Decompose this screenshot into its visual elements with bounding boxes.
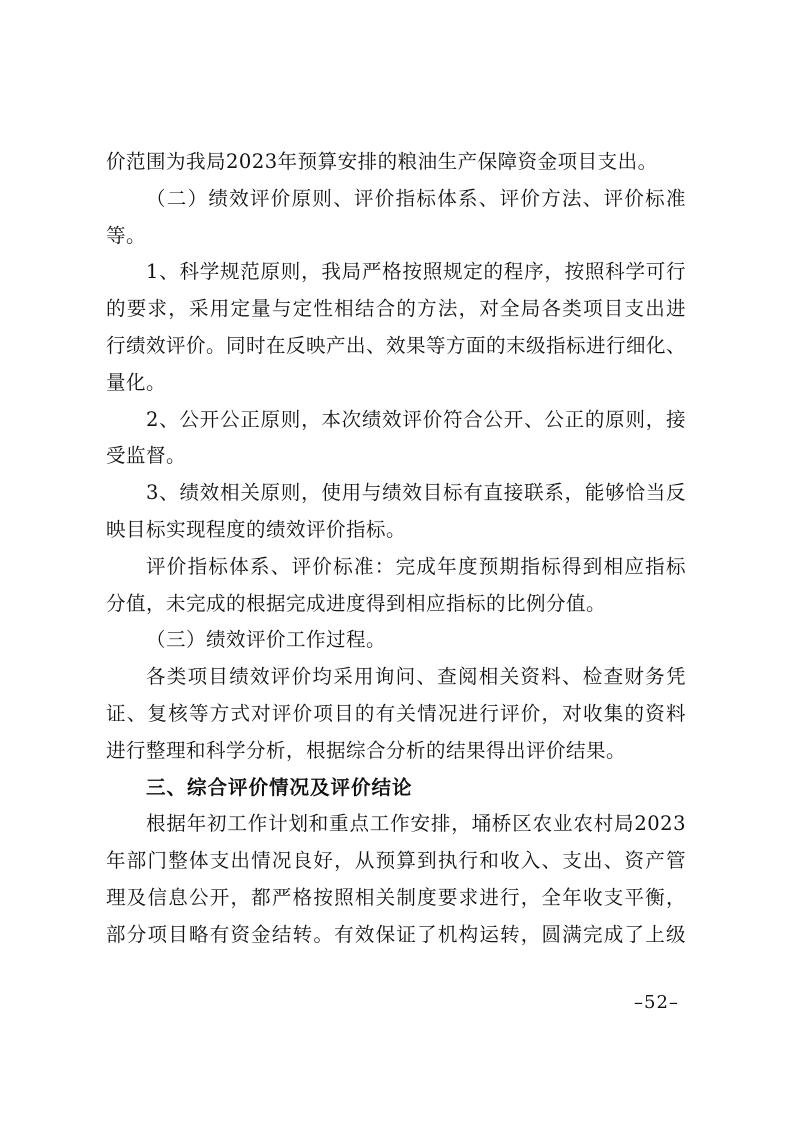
- conclusion-line: 部分项目略有资金结转。有效保证了机构运转，圆满完成了上级: [106, 922, 686, 946]
- principle-1-line: 量化。: [106, 370, 167, 394]
- principle-1-line: 行绩效评价。同时在反映产出、效果等方面的末级指标进行细化、: [106, 333, 686, 357]
- process-line: 证、复核等方式对评价项目的有关情况进行评价，对收集的资料: [106, 701, 686, 725]
- paragraph-scope-end: 价范围为我局2023年预算安排的粮油生产保障资金项目支出。: [106, 150, 658, 173]
- chapter-heading-3: 三、综合评价情况及评价结论: [146, 775, 413, 799]
- principle-3-line: 映目标实现程度的绩效评价指标。: [106, 517, 407, 541]
- conclusion-line: 根据年初工作计划和重点工作安排，埇桥区农业农村局2023: [146, 812, 686, 836]
- principle-1-line: 1、科学规范原则，我局严格按照规定的程序，按照科学可行: [146, 260, 686, 284]
- page-body: [106, 144, 686, 954]
- page-number: –52–: [634, 992, 679, 1013]
- section-heading-2-cont: 等。: [106, 223, 147, 247]
- section-heading-2: （二）绩效评价原则、评价指标体系、评价方法、评价标准: [146, 186, 686, 210]
- principle-2-line: 受监督。: [106, 444, 187, 468]
- process-line: 进行整理和科学分析，根据综合分析的结果得出评价结果。: [106, 738, 627, 762]
- conclusion-line: 理及信息公开，都严格按照相关制度要求进行，全年收支平衡，: [106, 885, 686, 909]
- section-heading-3: （三）绩效评价工作过程。: [146, 628, 387, 652]
- criteria-line: 评价指标体系、评价标准：完成年度预期指标得到相应指标: [146, 554, 686, 578]
- conclusion-line: 年部门整体支出情况良好，从预算到执行和收入、支出、资产管: [106, 849, 686, 873]
- criteria-line: 分值，未完成的根据完成进度得到相应指标的比例分值。: [106, 591, 607, 615]
- principle-3-line: 3、绩效相关原则，使用与绩效目标有直接联系，能够恰当反: [146, 481, 686, 505]
- process-line: 各类项目绩效评价均采用询问、查阅相关资料、检查财务凭: [146, 665, 686, 689]
- principle-1-line: 的要求，采用定量与定性相结合的方法，对全局各类项目支出进: [106, 297, 686, 321]
- principle-2-line: 2、公开公正原则，本次绩效评价符合公开、公正的原则，接: [146, 407, 686, 431]
